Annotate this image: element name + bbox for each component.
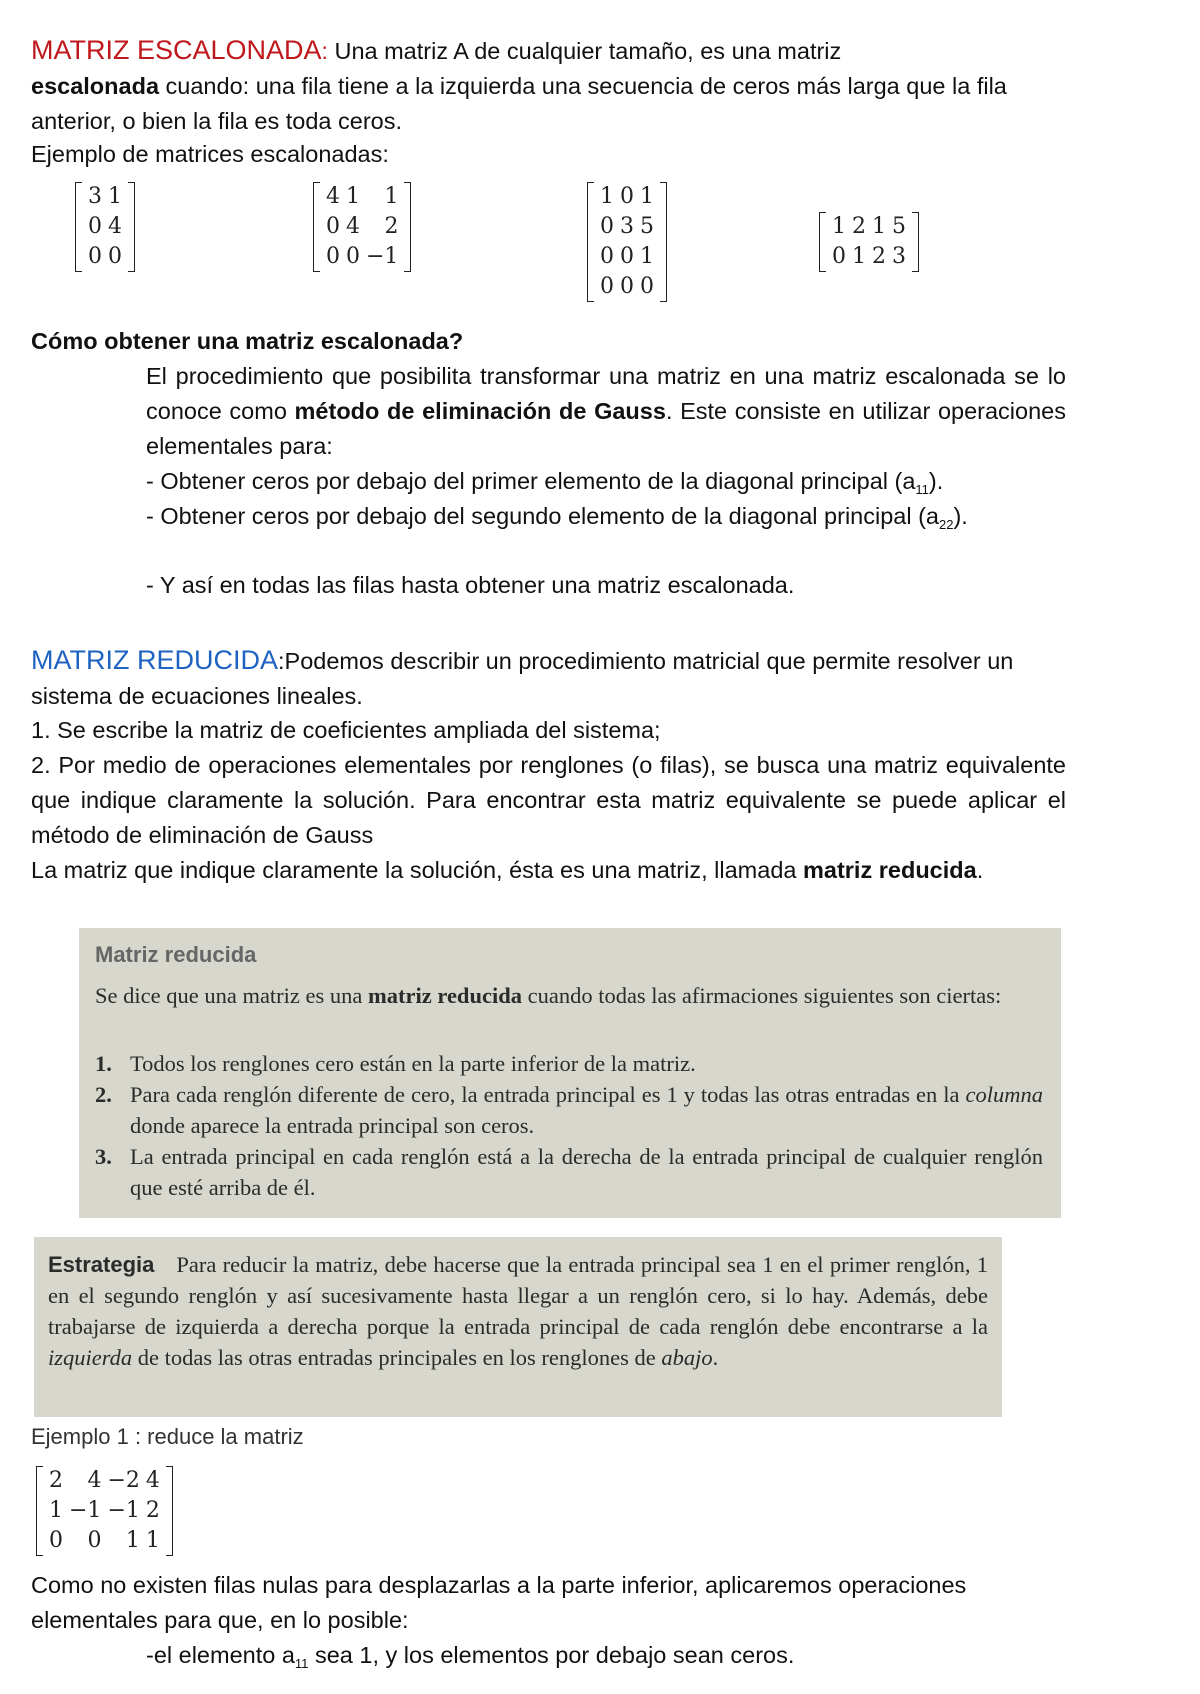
strategy-label: Estrategia <box>48 1252 155 1277</box>
matrix-cell: 2 <box>384 214 399 239</box>
strategy-box <box>34 1237 1002 1417</box>
matrix-cell: 2 <box>145 1498 160 1523</box>
matrix-cell: 5 <box>892 214 906 239</box>
matrix-cell: 1 <box>384 184 399 209</box>
example-label: Ejemplo 1 : reduce la matriz <box>31 1424 304 1449</box>
matrix-cell: 4 <box>87 1468 102 1493</box>
example-step: -el elemento $a_{11}$ sea 1, y los elementos por debajo sean ceros. <box>146 1642 795 1671</box>
matrix-cell: 0 <box>600 244 614 269</box>
left-bracket <box>75 182 82 272</box>
examples-label: Ejemplo de matrices escalonadas: <box>31 141 389 167</box>
matrix-cell: 4 <box>108 214 122 239</box>
matrix-cell: 0 <box>87 1528 102 1553</box>
matrix-cell: 4 <box>326 184 340 209</box>
reducida-item-2: 2. Por medio de operaciones elementales por renglones (o filas), se busca una matriz equivalente que indique claramente la solución. Para encontrar esta matriz equivalente se puede aplicar el método de eliminación de Gauss <box>31 752 1066 848</box>
matrix-cell: 1 <box>600 184 614 209</box>
matrix-cell: 5 <box>640 214 654 239</box>
left-bracket <box>819 212 826 272</box>
matrix-cell: 1 <box>832 214 846 239</box>
right-bracket <box>912 212 919 272</box>
left-bracket <box>36 1466 43 1556</box>
definition-box-text: Se dice que una matriz es una matriz reducida cuando todas las afirmaciones siguientes son ciertas: <box>95 983 1002 1008</box>
matrix-cell: 3 <box>620 214 634 239</box>
escalonada-definition: MATRIZ ESCALONADA: Una matriz A de cualquier tamaño, es una matriz escalonada cuando: una fila tiene a la izquierda una secuencia de ceros más larga que la fila anterior, o bien la fila es toda ceros. <box>31 35 1007 134</box>
matrix-cell: 1 <box>125 1528 140 1553</box>
matrix-cell: 1 <box>640 244 654 269</box>
matrix-grid <box>594 182 660 302</box>
matrix-cell: 1 <box>640 184 654 209</box>
list-item: 2. Para cada renglón diferente de cero, la entrada principal es 1 y todas las otras entradas en la columna donde aparece la entrada principal son ceros. <box>95 1082 1043 1138</box>
matrix-cell: 1 <box>49 1498 63 1523</box>
matrix-cell: 4 <box>346 214 360 239</box>
example-matrix <box>36 1466 173 1556</box>
matrix-cell: 0 <box>346 244 360 269</box>
matrix-cell: −1 <box>69 1498 102 1523</box>
matrix-cell: 0 <box>326 244 340 269</box>
matrix-cell: 1 <box>872 214 886 239</box>
matrix-cell: 0 <box>600 214 614 239</box>
matrix-cell: 2 <box>49 1468 63 1493</box>
right-bracket <box>128 182 135 272</box>
matrix-cell: 0 <box>620 274 634 299</box>
matrix-cell: 1 <box>852 244 866 269</box>
strategy-text: Estrategia Para reducir la matriz, debe hacerse que la entrada principal sea 1 en el primer renglón, 1 en el segundo renglón y así sucesivamente hasta llegar a un renglón cero, si lo hay. Además, debe trabajarse de izquierda a derecha porque la entrada principal de cada renglón debe encontrarse a la izquierda de todas las otras entradas principales en los renglones de abajo. <box>48 1252 988 1370</box>
step-3: - Y así en todas las filas hasta obtener una matriz escalonada. <box>146 572 795 598</box>
matrix-cell: 1 <box>346 184 360 209</box>
matrix-cell: 0 <box>832 244 846 269</box>
left-bracket <box>313 182 320 272</box>
matrix-cell: 3 <box>892 244 906 269</box>
matrix-cell: 0 <box>49 1528 63 1553</box>
matrix-grid <box>826 212 912 272</box>
example-matrix-2 <box>313 182 411 272</box>
reducida-item-1: 1. Se escribe la matriz de coeficientes ampliada del sistema; <box>31 717 661 743</box>
definition-box <box>79 928 1061 1218</box>
matrix-cell: 0 <box>600 274 614 299</box>
matrix-cell: 0 <box>88 214 102 239</box>
list-item: 3. La entrada principal en cada renglón está a la derecha de la entrada principal de cualquier renglón que esté arriba de él. <box>95 1144 1043 1200</box>
example-matrix-4 <box>819 212 919 272</box>
matrix-grid <box>320 182 404 272</box>
list-item: 1. Todos los renglones cero están en la parte inferior de la matriz. <box>95 1051 696 1076</box>
reducida-intro: MATRIZ REDUCIDA:Podemos describir un procedimiento matricial que permite resolver un sistema de ecuaciones lineales. <box>31 645 1014 709</box>
right-bracket <box>166 1466 173 1556</box>
matrix-cell: 0 <box>88 244 102 269</box>
definition-box-title: Matriz reducida <box>95 942 257 967</box>
example-matrix-3 <box>587 182 667 302</box>
matrix-cell: 0 <box>640 274 654 299</box>
matrix-cell: 3 <box>88 184 102 209</box>
matrix-cell: 0 <box>620 184 634 209</box>
how-text: El procedimiento que posibilita transformar una matriz en una matriz escalonada se lo conoce como método de eliminación de Gauss. Este consiste en utilizar operaciones elementales para: <box>146 363 1066 459</box>
left-bracket <box>587 182 594 302</box>
step-2: - Obtener ceros por debajo del segundo elemento de la diagonal principal $(a_{22})$. <box>146 503 968 532</box>
matrix-cell: −1 <box>107 1498 140 1523</box>
matrix-cell: 2 <box>872 244 886 269</box>
matrix-cell: 1 <box>145 1528 160 1553</box>
step-1: - Obtener ceros por debajo del primer elemento de la diagonal principal $(a_{11})$. <box>146 468 944 497</box>
escalonada-title: MATRIZ ESCALONADA <box>31 35 322 65</box>
definition-box-list <box>95 1048 1043 1203</box>
matrix-cell: 0 <box>326 214 340 239</box>
matrix-cell: 0 <box>108 244 122 269</box>
how-title: Cómo obtener una matriz escalonada? <box>31 328 464 354</box>
matrix-grid <box>82 182 128 272</box>
matrix-grid <box>43 1466 166 1556</box>
matrix-cell: −1 <box>366 244 399 269</box>
right-bracket <box>660 182 667 302</box>
right-bracket <box>404 182 411 272</box>
matrix-cell: 1 <box>108 184 122 209</box>
reducida-conclusion: La matriz que indique claramente la solución, ésta es una matriz, llamada matriz reducida. <box>31 857 984 883</box>
matrix-cell: 0 <box>620 244 634 269</box>
example-text: Como no existen filas nulas para desplazarlas a la parte inferior, aplicaremos operaciones elementales para que, en lo posible: <box>31 1572 967 1633</box>
matrix-cell: 4 <box>145 1468 160 1493</box>
matrix-cell: −2 <box>107 1468 140 1493</box>
matrix-cell: 2 <box>852 214 866 239</box>
example-matrix-1 <box>75 182 135 272</box>
reducida-title: MATRIZ REDUCIDA <box>31 645 278 675</box>
